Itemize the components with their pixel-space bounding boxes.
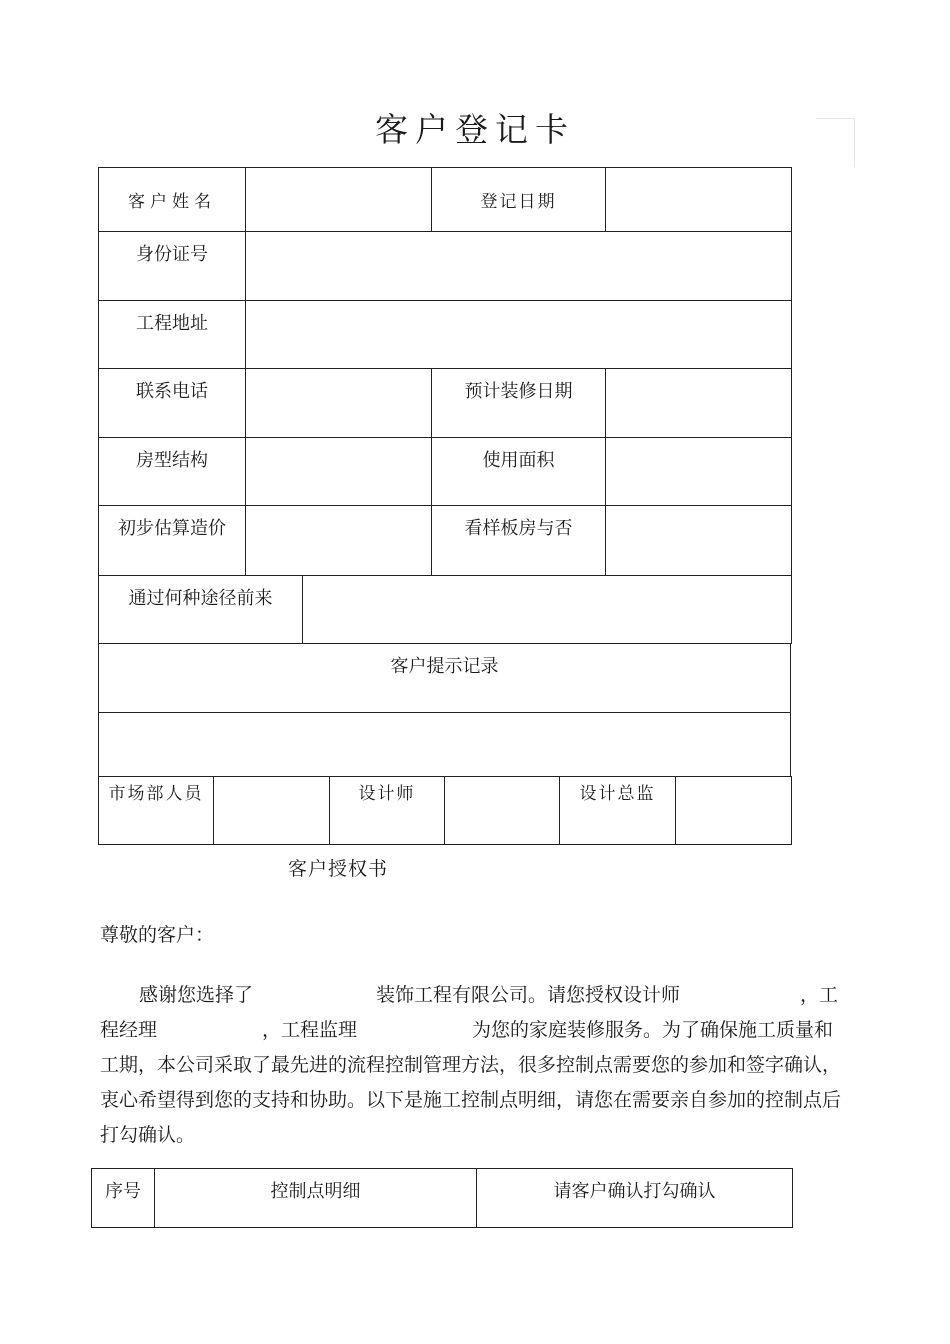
source-row [98, 575, 792, 644]
control-points-table [91, 1168, 793, 1228]
model-room-field[interactable] [606, 506, 792, 576]
model-room-label: 看样板房与否 [432, 506, 606, 576]
salutation: 尊敬的客户： [100, 924, 215, 946]
house-type-label: 房型结构 [99, 438, 246, 506]
planned-date-label: 预计装修日期 [432, 369, 606, 438]
letter-line1-c: ，工 [800, 984, 839, 1006]
control-header-detail: 控制点明细 [155, 1169, 477, 1228]
area-field[interactable] [606, 438, 792, 506]
designer-label: 设计师 [330, 777, 445, 845]
notes-field[interactable] [99, 713, 791, 777]
name-label: 客户姓名 [99, 168, 246, 232]
letter-line2-a: 程经理 [100, 1019, 158, 1041]
registration-table [98, 167, 792, 576]
notes-block [98, 643, 791, 777]
estimate-label: 初步估算造价 [99, 506, 246, 576]
name-field[interactable] [246, 168, 432, 232]
corner-mark [816, 118, 855, 167]
house-type-field[interactable] [246, 438, 432, 506]
id-label: 身份证号 [99, 232, 246, 301]
control-header-index: 序号 [92, 1169, 155, 1228]
date-field[interactable] [606, 168, 792, 232]
letter-line2-c: 为您的家庭装修服务。为了确保施工质量和 [472, 1019, 834, 1041]
address-field[interactable] [246, 301, 792, 369]
page-title: 客户登记卡 [375, 110, 575, 149]
letter-line2-b: ，工程监理 [262, 1019, 358, 1041]
notes-label: 客户提示记录 [99, 644, 791, 713]
marketing-field[interactable] [214, 777, 330, 845]
design-director-field[interactable] [676, 777, 792, 845]
authorization-title: 客户授权书 [288, 858, 389, 880]
source-label: 通过何种途径前来 [99, 576, 303, 644]
letter-line3: 工期，本公司采取了最先进的流程控制管理方法，很多控制点需要您的参加和签字确认， [100, 1054, 842, 1076]
design-director-label: 设计总监 [560, 777, 676, 845]
phone-field[interactable] [246, 369, 432, 438]
staff-row [98, 776, 792, 845]
area-label: 使用面积 [432, 438, 606, 506]
address-label: 工程地址 [99, 301, 246, 369]
marketing-label: 市场部人员 [99, 777, 214, 845]
phone-label: 联系电话 [99, 369, 246, 438]
source-field[interactable] [303, 576, 792, 644]
letter-line5: 打勾确认。 [100, 1124, 196, 1146]
control-header-confirm: 请客户确认打勾确认 [477, 1169, 793, 1228]
estimate-field[interactable] [246, 506, 432, 576]
date-label: 登记日期 [432, 168, 606, 232]
designer-field[interactable] [445, 777, 560, 845]
planned-date-field[interactable] [606, 369, 792, 438]
letter-line4: 衷心希望得到您的支持和协助。以下是施工控制点明细，请您在需要亲自参加的控制点后 [100, 1089, 842, 1111]
letter-line1-a: 感谢您选择了 [139, 984, 254, 1006]
id-field[interactable] [246, 232, 792, 301]
letter-line1-b: 装饰工程有限公司。请您授权设计师 [376, 984, 681, 1006]
